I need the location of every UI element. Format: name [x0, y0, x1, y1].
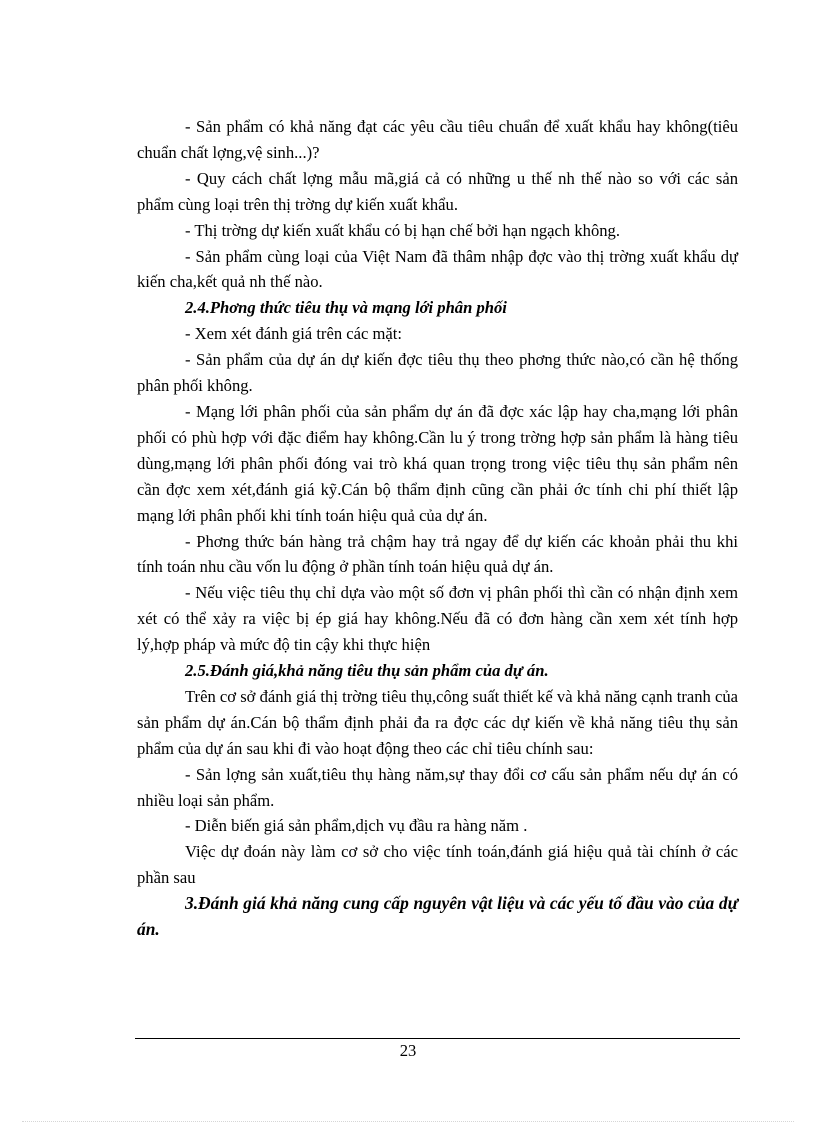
- footer-divider: [135, 1038, 740, 1039]
- paragraph-forecast-basis: Việc dự đoán này làm cơ sở cho việc tính toán,đánh giá hiệu quả tài chính ở các phần sau: [137, 842, 738, 888]
- paragraph-review-aspects: - Xem xét đánh giá trên các mặt:: [185, 324, 403, 344]
- paragraph-quality-advantages: - Quy cách chất lợng mẫu mã,giá cả có những u thế nh thế nào so với các sản phẩm cùng loại trên thị trờng dự kiến xuất khẩu.: [137, 168, 738, 214]
- page-bottom-dotted-border: [22, 1121, 794, 1122]
- paragraph-vietnam-products: - Sản phẩm cùng loại của Việt Nam đã thâm nhập đợc vào thị trờng xuất khẩu dự kiến cha,kết quả nh thế nào.: [137, 246, 738, 292]
- page-number: 23: [399, 1041, 417, 1060]
- section-heading-3: 3.Đánh giá khả năng cung cấp nguyên vật liệu và các yếu tố đầu vào của dự án.: [137, 893, 738, 940]
- paragraph-payment-method: - Phơng thức bán hàng trả chậm hay trả ngay để dự kiến các khoản phải thu khi tính toán nhu cầu vốn lu động ở phần tính toán hiệu quả dự án.: [137, 531, 738, 577]
- paragraph-export-standards: - Sản phẩm có khả năng đạt các yêu cầu tiêu chuẩn để xuất khẩu hay không(tiêu chuẩn chất lợng,vệ sinh...)?: [137, 117, 738, 162]
- section-heading-2-4: 2.4.Phơng thức tiêu thụ và mạng lới phân phối: [185, 298, 507, 318]
- paragraph-market-assessment: Trên cơ sở đánh giá thị trờng tiêu thụ,công suất thiết kế và khả năng cạnh tranh của sản phẩm dự án.Cán bộ thẩm định phải đa ra đợc các dự kiến về khả năng tiêu thụ sản phẩm của dự án sau khi đi vào hoạt động theo các chỉ tiêu chính sau:: [137, 686, 738, 758]
- paragraph-price-pressure: - Nếu việc tiêu thụ chỉ dựa vào một số đơn vị phân phối thì cần có nhận định xem xét có thể xảy ra việc bị ép giá hay không.Nếu đã có đơn hàng cần xem xét tính hợp lý,hợp pháp và mức độ tin cậy khi thực hiện: [137, 583, 738, 655]
- paragraph-consumption-method: - Sản phẩm của dự án dự kiến đợc tiêu thụ theo phơng thức nào,có cần hệ thống phân phối không.: [137, 350, 738, 396]
- paragraph-distribution-network: - Mạng lới phân phối của sản phẩm dự án đã đợc xác lập hay cha,mạng lới phân phối có phù hợp với đặc điểm hay không.Cần lu ý trong trờng hợp sản phẩm là hàng tiêu dùng,mạng lới phân phối đóng vai trò khá quan trọng trong việc tiêu thụ sản phẩm nên cần đợc xem xét,đánh giá kỹ.Cán bộ thẩm định cũng cần phải ớc tính chi phí thiết lập mạng lới phân phối khi tính toán hiệu quả của dự án.: [137, 401, 738, 525]
- section-heading-2-5: 2.5.Đánh giá,khả năng tiêu thụ sản phẩm của dự án.: [185, 661, 549, 681]
- paragraph-quota-limits: - Thị trờng dự kiến xuất khẩu có bị hạn chế bởi hạn ngạch không.: [185, 220, 620, 240]
- paragraph-price-trend: - Diễn biến giá sản phẩm,dịch vụ đầu ra hàng năm .: [185, 816, 528, 836]
- paragraph-annual-output: - Sản lợng sản xuất,tiêu thụ hàng năm,sự thay đổi cơ cấu sản phẩm nếu dự án có nhiều loại sản phẩm.: [137, 764, 738, 810]
- document-body: [137, 114, 738, 943]
